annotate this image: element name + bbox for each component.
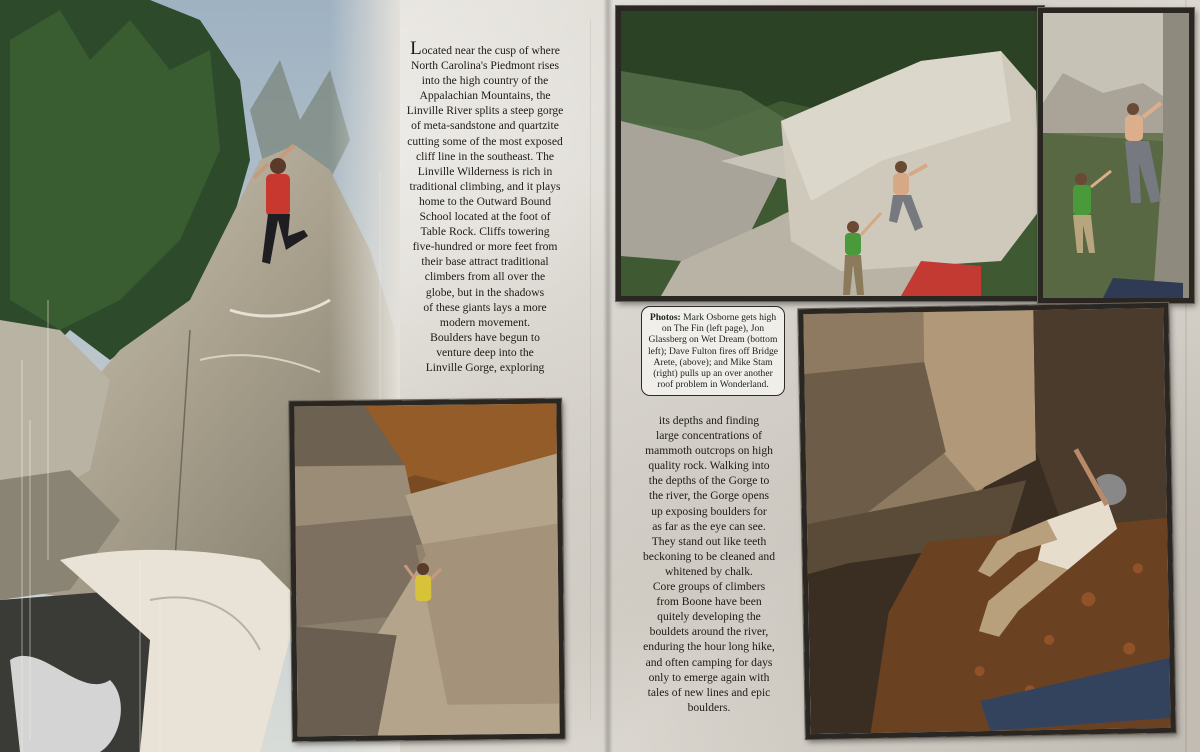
article-line: and often camping for days: [645, 655, 773, 669]
article-line: quality rock. Walking into: [648, 459, 770, 473]
article-line: Linville Wilderness is rich in: [417, 164, 553, 178]
photo-bridge-arete: [616, 6, 1044, 301]
photo-bridge-arete-image: [621, 11, 1039, 296]
article-line: School located at the foot of: [419, 210, 551, 224]
article-line: Located near the cusp of where: [410, 38, 560, 59]
article-line: cutting some of the most exposed: [407, 134, 563, 148]
article-line: beckoning to be cleaned and: [643, 549, 775, 563]
photo-wet-dream-image: [294, 404, 559, 737]
page-gutter: [603, 0, 613, 752]
article-column-2: [636, 413, 782, 715]
article-line: into the high country of the: [421, 74, 549, 88]
article-line: their base attract traditional: [421, 255, 549, 269]
article-line: cliff line in the southeast. The: [415, 149, 555, 163]
article-line: mammoth outcrops on high: [645, 444, 773, 458]
article-line: tales of new lines and epic: [647, 685, 771, 699]
article-line: climbers from all over the: [424, 270, 546, 284]
photo-spotting-image: [1043, 13, 1189, 298]
article-column-1: [370, 38, 600, 375]
article-line: five-hundred or more feet from: [412, 240, 558, 254]
article-line: the depths of the Gorge to: [648, 474, 770, 488]
article-line: venture deep into the: [436, 345, 534, 359]
photo-spotting: [1038, 8, 1194, 303]
article-line: of these giants lays a more: [423, 300, 547, 314]
article-line: large concentrations of: [655, 429, 763, 443]
photo-wonderland-roof-image: [803, 308, 1170, 734]
article-line: only to emerge again with: [648, 670, 770, 684]
article-line: modern movement.: [439, 315, 531, 329]
article-line: from Boone have been: [656, 595, 762, 609]
article-line: They stand out like teeth: [651, 534, 767, 548]
article-line: enduring the hour long hike,: [643, 640, 775, 654]
article-line: home to the Outward Bound: [418, 194, 552, 208]
article-line: the river, the Gorge opens: [648, 489, 770, 503]
article-line: Table Rock. Cliffs towering: [420, 225, 550, 239]
caption-text: Mark Osborne gets high on The Fin (left page), Jon Glassberg on Wet Dream (bottom left); Dave Fulton fires off Bridge Arete, (above); and Mike Stam (right) pulls up an over another roof problem in Wonderland.: [647, 312, 779, 391]
article-line: Core groups of climbers: [652, 580, 766, 594]
photo-caption: [641, 306, 785, 396]
article-line: quitely developing the: [657, 610, 761, 624]
article-line: bouldets around the river,: [649, 625, 769, 639]
drop-cap: L: [410, 38, 422, 59]
photo-wonderland-roof: [798, 303, 1175, 739]
photo-wet-dream: [289, 399, 565, 742]
article-line: Boulders have begun to: [430, 330, 540, 344]
article-line: its depths and finding: [658, 414, 760, 427]
article-line: up exposing boulders for: [651, 504, 767, 518]
article-line: as far as the eye can see.: [652, 519, 766, 533]
article-line: Appalachian Mountains, the: [419, 89, 551, 103]
article-line: North Carolina's Piedmont rises: [411, 59, 559, 73]
article-line: Linville Gorge, exploring: [425, 360, 545, 374]
caption-lead: Photos:: [649, 312, 681, 323]
article-line: of meta-sandstone and quartzite: [411, 119, 559, 133]
article-line: Linville River splits a steep gorge: [406, 104, 564, 118]
article-line: boulders.: [687, 700, 731, 714]
article-line: whitened by chalk.: [665, 564, 753, 578]
article-line: traditional climbing, and it plays: [409, 179, 561, 193]
article-line: globe, but in the shadows: [425, 285, 545, 299]
